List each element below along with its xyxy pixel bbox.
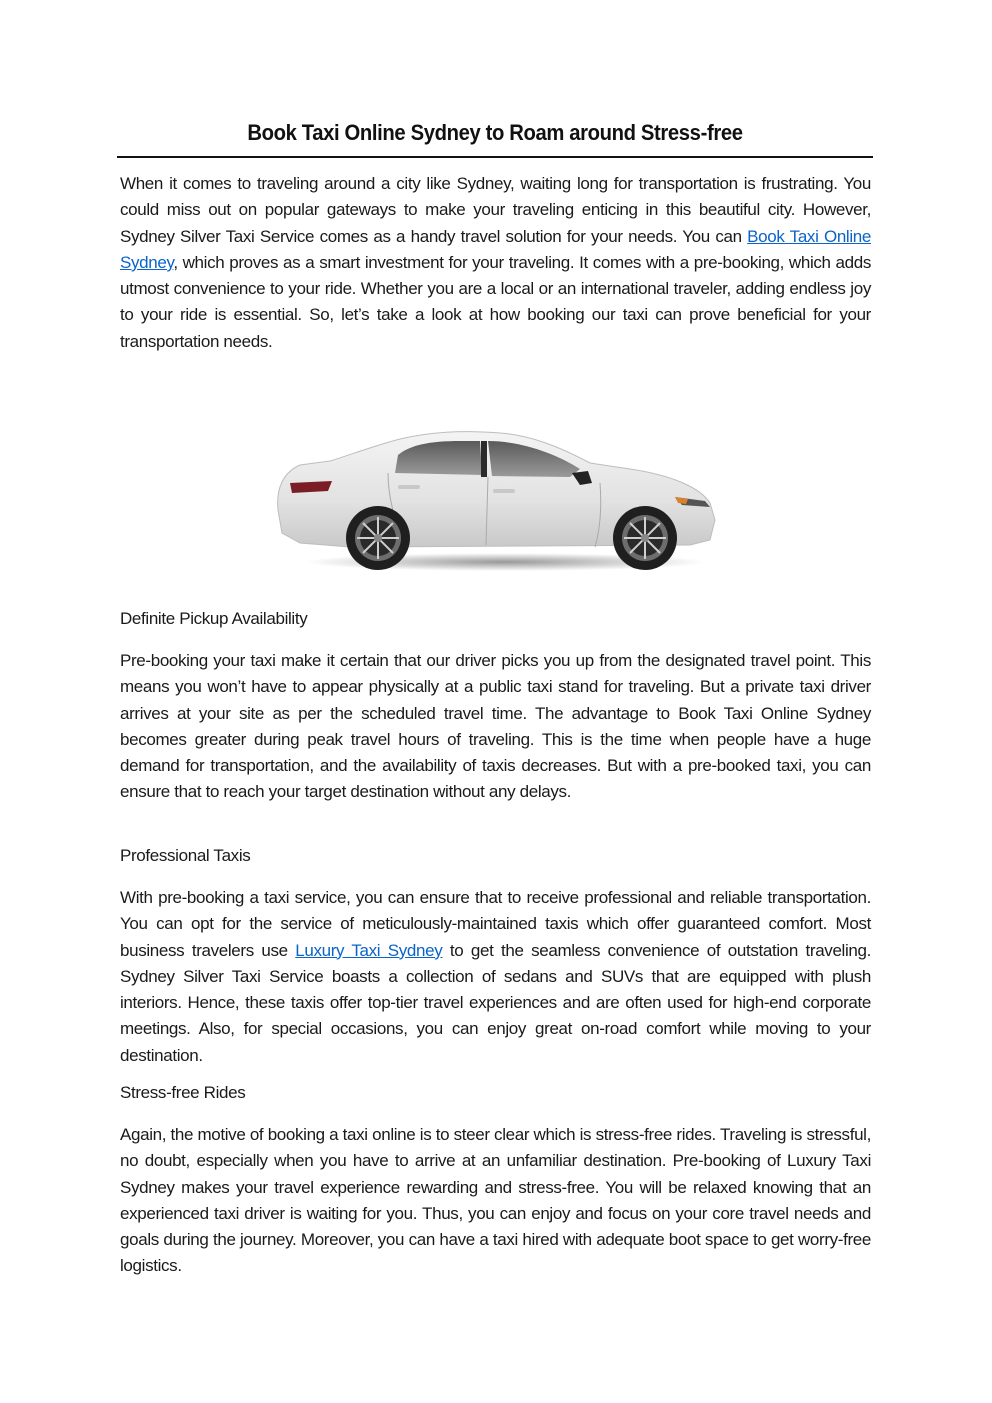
intro-paragraph-block (120, 171, 871, 355)
intro-text-before-link: When it comes to traveling around a city like Sydney, waiting long for transportation is frustrating. You could miss out on popular gateways to make your traveling enticing in this beautiful city. However, Sydney Silver Taxi Service comes as a handy travel solution for your needs. You can (120, 174, 871, 246)
section-text-after-link: to get the seamless convenience of outstation traveling. Sydney Silver Taxi Service boasts a collection of sedans and SUVs that are equipped with plush interiors. Hence, these taxis offer top-tier travel experiences and are often used for high-end corporate meetings. Also, for special occasions, you can enjoy great on-road comfort while moving to your destination. (120, 940, 871, 1065)
page-title: Book Taxi Online Sydney to Roam around Stress-free (247, 120, 743, 145)
book-taxi-online-sydney-link[interactable]: Book Taxi Online Sydney (120, 226, 871, 272)
intro-paragraph (120, 171, 871, 355)
section-body-block-3 (120, 1122, 871, 1280)
title-underline-divider (117, 156, 873, 158)
car-image (270, 425, 725, 575)
section-paragraph (120, 885, 871, 1069)
section-heading-block-2 (120, 846, 871, 866)
section-heading-block-1 (120, 609, 871, 629)
section-paragraph: Pre-booking your taxi make it certain that our driver picks you up from the designated travel point. This means you won’t have to appear physically at a public taxi stand for traveling. But a private taxi driver arrives at your site as per the scheduled travel time. The advantage to Book Taxi Online Sydney becomes greater during peak travel hours of traveling. This is the time when people have a huge demand for transportation, and the availability of taxis decreases. But with a pre-booked taxi, you can ensure that to reach your target destination without any delays. (120, 651, 871, 802)
section-body-block-2 (120, 885, 871, 1069)
section-body-block-1 (120, 648, 871, 806)
section-text-before-link: With pre-booking a taxi service, you can ensure that to receive professional and reliable transportation. You can opt for the service of meticulously-maintained taxis which offer guaranteed comfort. Most business travelers use (120, 888, 871, 960)
section-heading: Stress-free Rides (120, 1083, 246, 1102)
section-paragraph: Again, the motive of booking a taxi online is to steer clear which is stress-free rides. Traveling is stressful, no doubt, especially when you have to arrive at an unfamiliar destination. Pre-booking of Luxury Taxi Sydney makes your travel experience rewarding and stress-free. You will be relaxed knowing that an experienced taxi driver is waiting for you. Thus, you can enjoy and focus on your core travel needs and goals during the journey. Moreover, you can have a taxi hired with adequate boot space to get worry-free logistics. (120, 1125, 871, 1276)
luxury-taxi-sydney-link[interactable]: Luxury Taxi Sydney (295, 940, 443, 960)
intro-text-after-link: , which proves as a smart investment for your traveling. It comes with a pre-booking, which adds utmost convenience to your ride. Whether you are a local or an international traveler, adding endless joy to your ride is essential. So, let’s take a look at how booking our taxi can prove beneficial for your transportation needs. (120, 252, 871, 351)
section-heading-block-3 (120, 1083, 871, 1103)
section-heading: Professional Taxis (120, 846, 251, 865)
section-heading: Definite Pickup Availability (120, 609, 308, 628)
